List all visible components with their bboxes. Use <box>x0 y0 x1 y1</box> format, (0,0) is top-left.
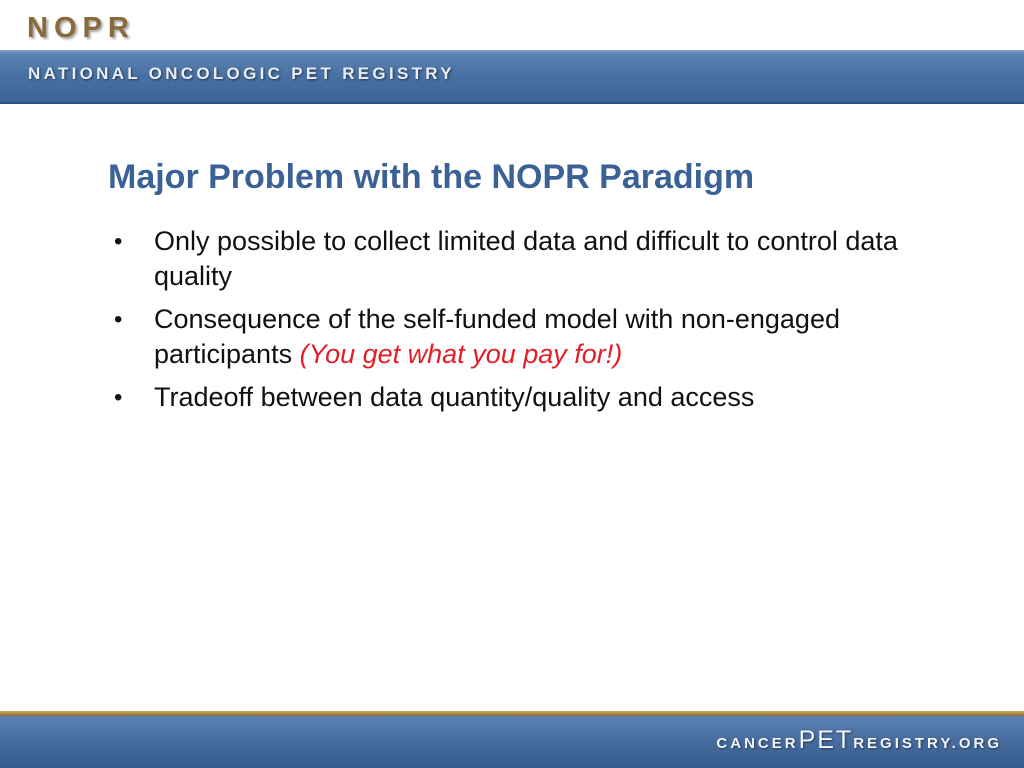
footer-url-suffix: REGISTRY.ORG <box>853 735 1002 752</box>
footer-url <box>716 726 1002 755</box>
bullet-emphasis: (You get what you pay for!) <box>299 339 623 369</box>
bullet-item <box>114 380 924 415</box>
bullet-text: Only possible to collect limited data and difficult to control data quality <box>154 226 898 291</box>
footer-url-prefix: CANCER <box>716 735 799 752</box>
header-band <box>0 50 1024 104</box>
bullet-dot-icon: • <box>114 228 123 255</box>
bullet-text: Tradeoff between data quantity/quality and access <box>154 382 755 412</box>
bullet-dot-icon: • <box>114 384 123 411</box>
registry-name: NATIONAL ONCOLOGIC PET REGISTRY <box>28 64 455 83</box>
header-top <box>0 0 1024 50</box>
slide-title: Major Problem with the NOPR Paradigm <box>108 158 755 196</box>
footer-band <box>0 716 1024 768</box>
bullet-dot-icon: • <box>114 306 123 333</box>
bullet-item <box>114 224 924 294</box>
nopr-logo: NOPR <box>27 12 135 44</box>
bullet-item <box>114 302 924 372</box>
bullet-text: Consequence of the self-funded model with non-engaged participants <box>154 304 840 369</box>
footer-url-main: PET <box>798 726 854 754</box>
bullet-list <box>114 224 924 423</box>
